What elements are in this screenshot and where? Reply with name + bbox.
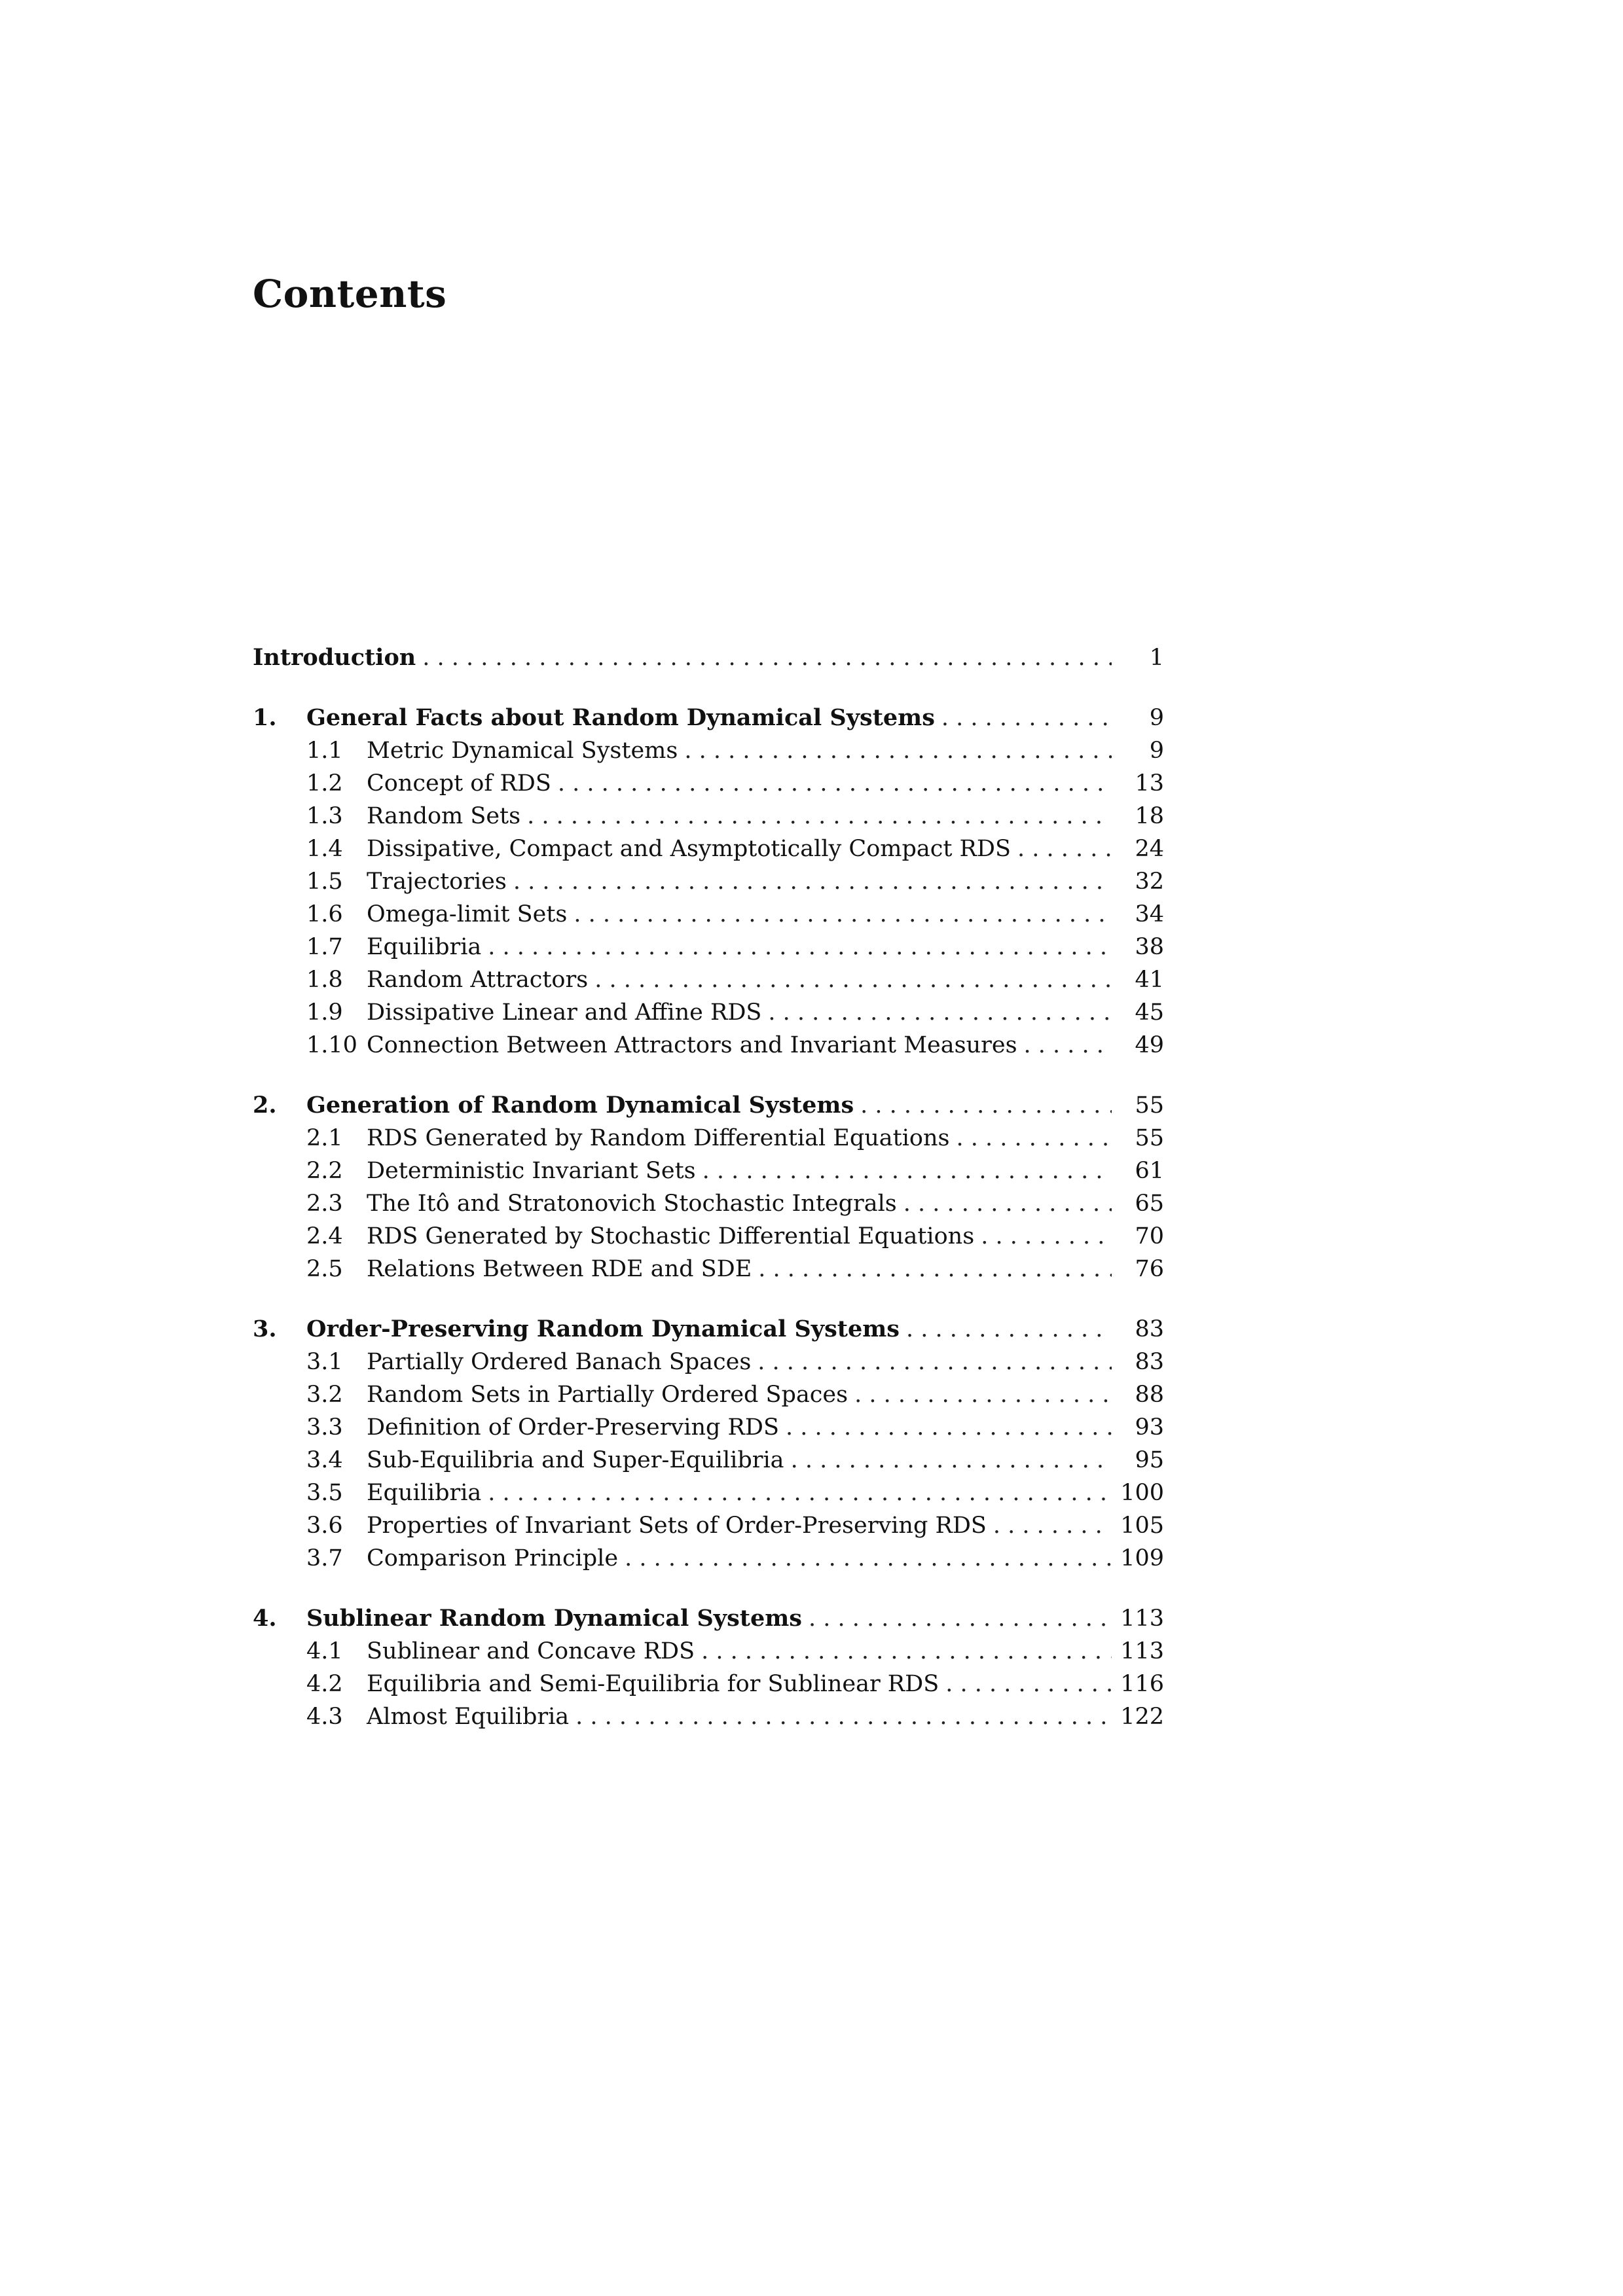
toc-section-1-4[interactable] [253, 833, 1164, 865]
section-number: 1.7 [306, 934, 343, 960]
toc-chapter-1[interactable] [253, 702, 1164, 734]
toc-section-1-1[interactable] [253, 734, 1164, 767]
section-number: 2.3 [306, 1191, 343, 1217]
toc-section-1-6[interactable] [253, 898, 1164, 931]
chapter-title: Sublinear Random Dynamical Systems [306, 1605, 802, 1632]
toc-page-number: 100 [1120, 1480, 1164, 1506]
section-title: Sub-Equilibria and Super-Equilibria [367, 1447, 784, 1473]
toc-page-number: 38 [1135, 934, 1164, 960]
toc-chapter-4[interactable] [253, 1602, 1164, 1635]
page-title: Contents [253, 272, 447, 316]
section-number: 4.2 [306, 1671, 343, 1697]
section-number: 3.6 [306, 1513, 343, 1539]
section-title: Dissipative, Compact and Asymptotically Compact RDS [367, 836, 1011, 862]
dot-leader [757, 1346, 1112, 1378]
section-title: Comparison Principle [367, 1545, 619, 1571]
section-title: RDS Generated by Stochastic Differential Equations [367, 1223, 975, 1249]
dot-leader [513, 865, 1112, 898]
toc-section-4-1[interactable] [253, 1635, 1164, 1668]
toc-page-number: 76 [1135, 1256, 1164, 1282]
section-title: Equilibria [367, 1480, 482, 1506]
toc-page-number: 116 [1120, 1671, 1164, 1697]
section-number: 1.2 [306, 770, 343, 797]
section-number: 3.4 [306, 1447, 343, 1473]
chapter-number: 3. [253, 1316, 277, 1342]
section-number: 3.7 [306, 1545, 343, 1571]
table-of-contents [253, 641, 1164, 1733]
toc-section-3-5[interactable] [253, 1477, 1164, 1509]
dot-leader [558, 767, 1112, 800]
toc-page-number: 122 [1120, 1704, 1164, 1730]
toc-section-2-5[interactable] [253, 1253, 1164, 1285]
chapter-number: 2. [253, 1092, 277, 1119]
section-title: Almost Equilibria [367, 1704, 570, 1730]
section-title: Random Sets [367, 803, 521, 829]
toc-section-1-8[interactable] [253, 963, 1164, 996]
section-title: Properties of Invariant Sets of Order-Preserving RDS [367, 1513, 987, 1539]
toc-section-3-3[interactable] [253, 1411, 1164, 1444]
section-title: Equilibria [367, 934, 482, 960]
toc-page-number: 61 [1135, 1158, 1164, 1184]
toc-section-3-7[interactable] [253, 1542, 1164, 1575]
dot-leader [758, 1253, 1112, 1285]
dot-leader [575, 1700, 1112, 1733]
dot-leader [527, 800, 1112, 833]
toc-page-number: 34 [1135, 901, 1164, 927]
dot-leader [981, 1220, 1112, 1253]
dot-leader [488, 1477, 1112, 1509]
dot-leader [1017, 833, 1112, 865]
toc-chapter-3[interactable] [253, 1313, 1164, 1346]
toc-section-1-3[interactable] [253, 800, 1164, 833]
toc-introduction-label: Introduction [253, 644, 416, 671]
chapter-number: 1. [253, 704, 277, 731]
chapter-title: Order-Preserving Random Dynamical Systems [306, 1316, 900, 1342]
toc-page-number: 113 [1120, 1605, 1164, 1632]
section-number: 2.2 [306, 1158, 343, 1184]
dot-leader [701, 1635, 1112, 1668]
toc-page-number: 1 [1149, 645, 1164, 671]
toc-section-2-4[interactable] [253, 1220, 1164, 1253]
toc-page-number: 55 [1135, 1092, 1164, 1119]
toc-section-1-7[interactable] [253, 931, 1164, 963]
dot-leader [625, 1542, 1112, 1575]
dot-leader [809, 1602, 1112, 1635]
toc-section-1-2[interactable] [253, 767, 1164, 800]
toc-section-2-1[interactable] [253, 1122, 1164, 1155]
section-number: 3.3 [306, 1414, 343, 1441]
toc-page-number: 83 [1135, 1316, 1164, 1342]
dot-leader [594, 963, 1112, 996]
section-number: 3.2 [306, 1382, 343, 1408]
section-title: Trajectories [367, 869, 507, 895]
toc-section-4-3[interactable] [253, 1700, 1164, 1733]
toc-page-number: 93 [1135, 1414, 1164, 1441]
toc-section-4-2[interactable] [253, 1668, 1164, 1700]
toc-page-number: 41 [1135, 967, 1164, 993]
toc-section-3-1[interactable] [253, 1346, 1164, 1378]
toc-section-1-10[interactable] [253, 1029, 1164, 1062]
toc-section-2-2[interactable] [253, 1155, 1164, 1187]
section-number: 1.6 [306, 901, 343, 927]
section-number: 2.4 [306, 1223, 343, 1249]
chapter-number: 4. [253, 1605, 277, 1632]
section-title: Connection Between Attractors and Invariant Measures [367, 1032, 1017, 1058]
toc-page-number: 95 [1135, 1447, 1164, 1473]
section-number: 1.10 [306, 1032, 357, 1058]
toc-page-number: 70 [1135, 1223, 1164, 1249]
dot-leader [488, 931, 1112, 963]
toc-page-number: 9 [1149, 705, 1164, 731]
section-title: Sublinear and Concave RDS [367, 1638, 695, 1664]
section-title: Relations Between RDE and SDE [367, 1256, 752, 1282]
toc-section-3-4[interactable] [253, 1444, 1164, 1477]
section-title: The Itô and Stratonovich Stochastic Integrals [367, 1191, 897, 1217]
toc-introduction[interactable] [253, 641, 1164, 674]
toc-page-number: 18 [1135, 803, 1164, 829]
toc-page-number: 9 [1149, 738, 1164, 764]
section-title: Metric Dynamical Systems [367, 738, 678, 764]
dot-leader [906, 1313, 1112, 1346]
dot-leader [702, 1155, 1112, 1187]
section-number: 2.5 [306, 1256, 343, 1282]
dot-leader [854, 1378, 1112, 1411]
chapter-title: General Facts about Random Dynamical Systems [306, 704, 935, 731]
dot-leader [956, 1122, 1112, 1155]
dot-leader [860, 1089, 1112, 1122]
section-title: Random Sets in Partially Ordered Spaces [367, 1382, 848, 1408]
dot-leader [791, 1444, 1112, 1477]
section-title: Definition of Order-Preserving RDS [367, 1414, 779, 1441]
section-title: Dissipative Linear and Affine RDS [367, 999, 762, 1026]
dot-leader [1024, 1029, 1112, 1062]
dot-leader [684, 734, 1112, 767]
dot-leader [903, 1187, 1112, 1220]
toc-page-number: 83 [1135, 1349, 1164, 1375]
toc-page-number: 109 [1120, 1545, 1164, 1571]
dot-leader [945, 1668, 1112, 1700]
toc-page-number: 113 [1120, 1638, 1164, 1664]
toc-page-number: 45 [1135, 999, 1164, 1026]
section-number: 1.9 [306, 999, 343, 1026]
section-number: 1.4 [306, 836, 343, 862]
section-title: Concept of RDS [367, 770, 551, 797]
section-number: 4.1 [306, 1638, 343, 1664]
chapter-title: Generation of Random Dynamical Systems [306, 1092, 854, 1119]
section-number: 3.1 [306, 1349, 343, 1375]
dot-leader [993, 1509, 1112, 1542]
toc-page-number: 24 [1135, 836, 1164, 862]
section-title: Random Attractors [367, 967, 589, 993]
section-number: 1.1 [306, 738, 343, 764]
dot-leader [768, 996, 1112, 1029]
section-number: 1.8 [306, 967, 343, 993]
dot-leader [422, 641, 1112, 674]
section-number: 1.3 [306, 803, 343, 829]
toc-section-1-9[interactable] [253, 996, 1164, 1029]
toc-section-2-3[interactable] [253, 1187, 1164, 1220]
dot-leader [574, 898, 1112, 931]
section-title: Omega-limit Sets [367, 901, 568, 927]
toc-section-3-6[interactable] [253, 1509, 1164, 1542]
section-title: Partially Ordered Banach Spaces [367, 1349, 752, 1375]
dot-leader [786, 1411, 1112, 1444]
toc-page-number: 49 [1135, 1032, 1164, 1058]
section-number: 4.3 [306, 1704, 343, 1730]
toc-page-number: 13 [1135, 770, 1164, 797]
toc-page-number: 55 [1135, 1125, 1164, 1151]
section-title: Equilibria and Semi-Equilibria for Sublinear RDS [367, 1671, 939, 1697]
dot-leader [941, 702, 1112, 734]
toc-page-number: 32 [1135, 869, 1164, 895]
section-number: 2.1 [306, 1125, 343, 1151]
section-number: 1.5 [306, 869, 343, 895]
toc-page-number: 88 [1135, 1382, 1164, 1408]
toc-chapter-2[interactable] [253, 1089, 1164, 1122]
section-title: Deterministic Invariant Sets [367, 1158, 696, 1184]
toc-section-3-2[interactable] [253, 1378, 1164, 1411]
section-number: 3.5 [306, 1480, 343, 1506]
section-title: RDS Generated by Random Differential Equations [367, 1125, 950, 1151]
toc-page-number: 105 [1120, 1513, 1164, 1539]
toc-page-number: 65 [1135, 1191, 1164, 1217]
toc-section-1-5[interactable] [253, 865, 1164, 898]
